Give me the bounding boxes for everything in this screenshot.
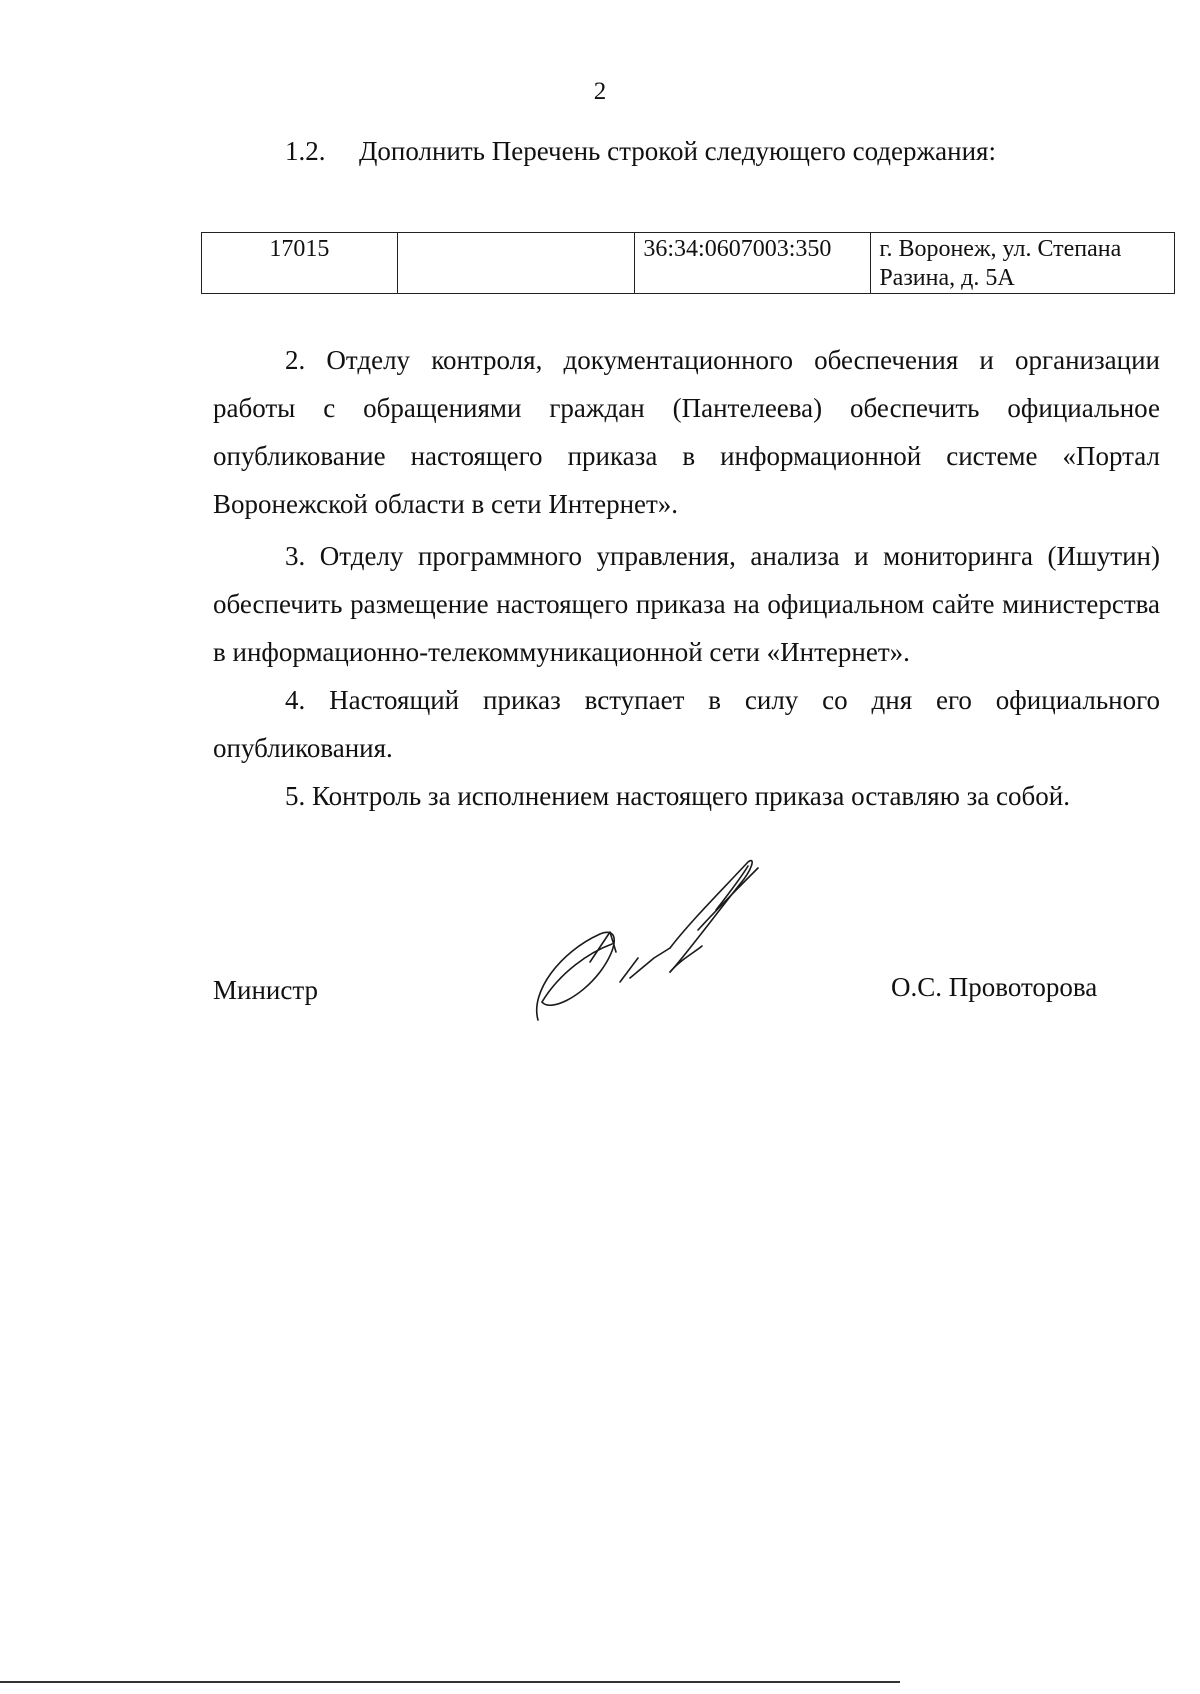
cadastral-number-cell: 36:34:0607003:350	[635, 233, 871, 294]
paragraph-5: 5. Контроль за исполнением настоящего приказа оставляю за собой.	[285, 781, 1070, 811]
section-number: 1.2.	[285, 136, 326, 166]
paragraph-3: 3. Отделу программного управления, анализа и мониторинга (Ишутин) обеспечить размещение настоящего приказа на официальном сайте министерства в информационно-телекоммуникационной сети «Интернет».	[213, 541, 1160, 667]
signatory-title: Министр	[213, 975, 318, 1005]
page-number: 2	[593, 78, 607, 105]
row-name-cell	[397, 233, 635, 294]
section-text: Дополнить Перечень строкой следующего содержания:	[359, 136, 996, 166]
bottom-rule	[0, 1681, 900, 1683]
paragraph-2: 2. Отделу контроля, документационного обеспечения и организации работы с обращениями граждан (Пантелеева) обеспечить официальное опубликование настоящего приказа в информационной системе «Портал Воронежской области в сети Интернет».	[213, 345, 1160, 519]
signatory-name: О.С. Провоторова	[891, 972, 1098, 1002]
section-heading	[285, 136, 996, 167]
address-cell: г. Воронеж, ул. Степана Разина, д. 5А	[871, 233, 1175, 294]
register-table	[201, 232, 1175, 294]
table-row	[202, 233, 1175, 294]
handwritten-signature	[520, 852, 820, 1052]
paragraph-4: 4. Настоящий приказ вступает в силу со дня его официального опубликования.	[213, 685, 1160, 763]
row-id-cell: 17015	[202, 233, 398, 294]
